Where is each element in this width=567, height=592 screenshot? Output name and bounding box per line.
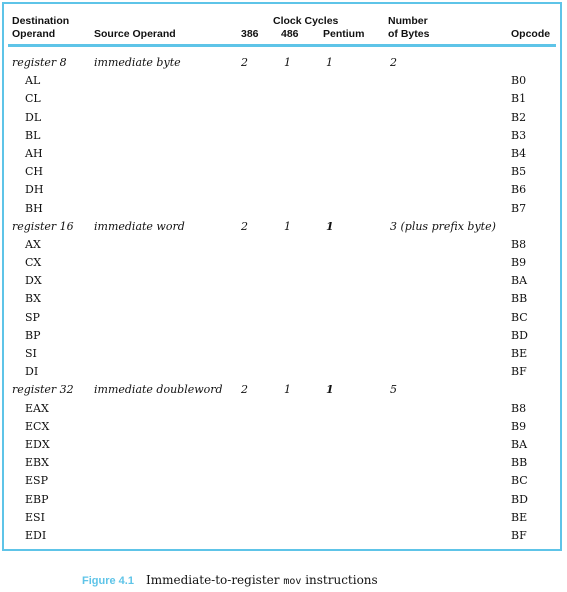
register-row (4, 235, 560, 253)
cycles-386: 2 (241, 56, 248, 69)
cycles-486: 1 (284, 219, 291, 233)
header-pentium: Pentium (323, 28, 365, 40)
register-name: SI (25, 347, 37, 360)
figure-caption (82, 573, 378, 587)
cycles-pentium: 1 (326, 56, 333, 69)
register-name: BX (25, 292, 41, 306)
header-source-operand: Source Operand (94, 28, 176, 40)
register-name: AH (25, 146, 43, 160)
group-row (4, 53, 560, 71)
register-name: DL (25, 110, 42, 124)
opcode-value: BB (511, 292, 528, 306)
register-name: EAX (25, 401, 49, 415)
register-row (4, 399, 560, 417)
register-name: EDX (25, 437, 50, 451)
opcode-value: BD (511, 492, 528, 506)
opcode-value: B0 (511, 74, 527, 88)
register-name: DI (25, 365, 39, 379)
number-of-bytes: 3 (plus prefix byte) (390, 219, 496, 233)
register-row (4, 271, 560, 289)
register-row (4, 89, 560, 107)
opcode-value: B5 (511, 165, 527, 179)
register-name: DH (25, 183, 44, 197)
opcode-value: B3 (511, 128, 527, 142)
register-row (4, 308, 560, 326)
header-opcode: Opcode (511, 28, 551, 40)
cycles-486: 1 (284, 56, 291, 69)
opcode-value: BE (511, 510, 528, 524)
group-row (4, 217, 560, 235)
destination-operand: register 16 (12, 219, 74, 233)
register-row (4, 253, 560, 271)
register-name: CX (25, 256, 42, 270)
register-row (4, 126, 560, 144)
destination-operand: register 8 (12, 56, 67, 69)
register-row (4, 471, 560, 489)
header-386: 386 (241, 28, 259, 40)
register-row (4, 199, 560, 217)
caption-code: mov (283, 576, 302, 587)
cycles-486: 1 (284, 383, 291, 397)
source-operand: immediate word (94, 219, 185, 233)
register-name: CH (25, 165, 44, 179)
opcode-value: B8 (511, 401, 527, 415)
opcode-value: BC (511, 474, 528, 488)
source-operand: immediate byte (94, 56, 181, 69)
register-row (4, 453, 560, 471)
group-row (4, 380, 560, 398)
register-row (4, 108, 560, 126)
cycles-386: 2 (241, 383, 248, 397)
register-name: CL (25, 92, 41, 106)
opcode-value: BF (511, 528, 527, 542)
register-row (4, 289, 560, 307)
register-name: DX (25, 274, 42, 288)
register-row (4, 526, 560, 544)
register-row (4, 490, 560, 508)
opcode-value: BB (511, 456, 528, 470)
register-row (4, 162, 560, 180)
register-name: EBX (25, 456, 49, 470)
destination-operand: register 32 (12, 383, 74, 397)
register-row (4, 144, 560, 162)
register-row (4, 180, 560, 198)
header-of-bytes: of Bytes (388, 28, 430, 40)
register-row (4, 71, 560, 89)
cycles-pentium: 1 (326, 219, 334, 233)
opcode-value: B2 (511, 110, 527, 124)
opcode-value: B9 (511, 419, 527, 433)
register-name: ESP (25, 474, 48, 488)
header-operand: Operand (12, 28, 56, 40)
opcode-value: B1 (511, 92, 527, 106)
caption-text-pre: Immediate-to-register (145, 573, 284, 587)
number-of-bytes: 2 (390, 56, 397, 69)
register-row (4, 362, 560, 380)
opcode-value: BD (511, 328, 528, 342)
table-header (4, 12, 560, 48)
table-frame (2, 2, 562, 551)
opcode-value: BF (511, 365, 527, 379)
header-rule (8, 44, 556, 47)
opcode-value: B8 (511, 237, 527, 251)
register-row (4, 417, 560, 435)
header-486: 486 (281, 28, 299, 40)
opcode-value: B6 (511, 183, 527, 197)
register-name: EDI (25, 528, 47, 542)
figure-number: Figure 4.1 (82, 575, 134, 587)
register-name: AL (25, 74, 41, 88)
opcode-value: B9 (511, 256, 527, 270)
register-name: BL (25, 128, 41, 142)
register-name: SP (25, 310, 40, 324)
register-name: BP (25, 328, 41, 342)
register-name: ECX (25, 419, 50, 433)
header-clock-cycles: Clock Cycles (273, 15, 339, 27)
header-destination: Destination (12, 15, 70, 27)
opcode-value: BE (511, 347, 528, 360)
opcode-value: BA (511, 274, 528, 288)
register-row (4, 508, 560, 526)
cycles-386: 2 (241, 219, 248, 233)
opcode-value: B4 (511, 146, 527, 160)
register-name: AX (25, 237, 41, 251)
header-number: Number (388, 15, 428, 27)
register-row (4, 326, 560, 344)
cycles-pentium: 1 (326, 383, 334, 397)
register-name: BH (25, 201, 43, 215)
opcode-value: BC (511, 310, 528, 324)
caption-text-post: instructions (301, 573, 378, 587)
opcode-value: BA (511, 437, 528, 451)
register-name: EBP (25, 492, 49, 506)
table-body (4, 53, 560, 544)
register-row (4, 344, 560, 362)
number-of-bytes: 5 (390, 383, 397, 397)
register-row (4, 435, 560, 453)
opcode-value: B7 (511, 201, 527, 215)
register-name: ESI (25, 510, 45, 524)
source-operand: immediate doubleword (94, 383, 223, 397)
